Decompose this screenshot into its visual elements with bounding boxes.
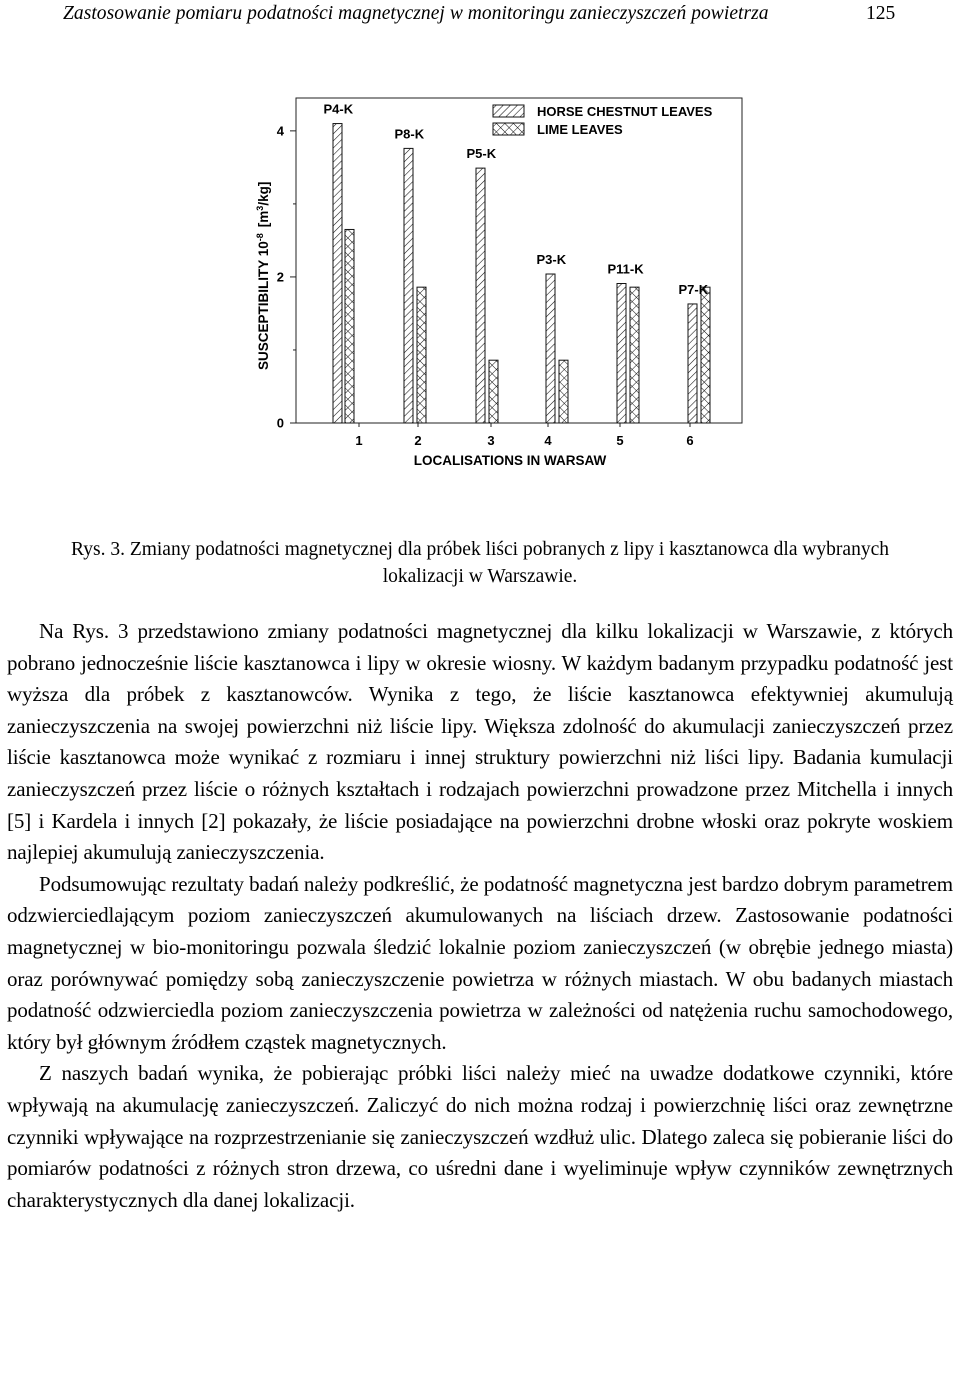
paragraph-2: Podsumowując rezultaty badań należy podkreślić, że podatność magnetyczna jest bardzo dobrym parametrem odzwierciedlającym poziom zanieczyszczeń akumulowanych na liściach drzew. Zastosowanie podatności magnetycznej w bio-monitoringu pozwala śledzić lokalnie poziom zanieczyszczeń (w obrębie jednego miasta) oraz porównywać pomiędzy sobą zanieczyszczenie powietrza w różnych miastach. W obu badanych miastach podatność odzwierciedla poziom zanieczyszczenia powietrza w zależności od natężenia ruchu samochodowego, który był głównym źródłem cząstek magnetycznych. [7, 871, 953, 1054]
bar-location-label: P7-K [678, 281, 709, 297]
x-tick-label: 6 [686, 433, 694, 448]
bar-horse-chestnut [688, 304, 697, 423]
y-tick-label: 0 [276, 415, 284, 431]
body-text [7, 616, 953, 1216]
x-axis-title: LOCALISATIONS IN WARSAW [413, 453, 607, 468]
bar-location-label: P4-K [323, 101, 354, 117]
figure-caption-line-1: Rys. 3. Zmiany podatności magnetycznej dla próbek liści pobranych z lipy i kasztanowca dla wybranych [71, 539, 889, 560]
bar-lime [559, 360, 568, 423]
x-tick-label: 5 [616, 433, 624, 448]
y-axis-title: SUSCEPTIBILITY $10^{-8}[m^3/kg]$ [255, 181, 271, 370]
x-tick-label: 1 [355, 433, 363, 448]
x-tick-label: 4 [544, 433, 552, 448]
figure-chart [0, 0, 960, 520]
y-tick-label: 4 [276, 123, 284, 139]
legend-swatch [493, 105, 524, 117]
bar-lime [345, 229, 354, 423]
figure-caption [0, 536, 960, 590]
x-tick-label: 2 [414, 433, 422, 448]
bar-location-label: P11-K [607, 261, 644, 277]
bar-lime [417, 287, 426, 423]
page-number: 125 [866, 3, 896, 24]
bar-chart [0, 0, 960, 520]
bar-location-label: P8-K [394, 126, 425, 142]
figure-caption-line-2: lokalizacji w Warszawie. [382, 566, 578, 587]
legend-swatch [493, 123, 524, 135]
paragraph-3: Z naszych badań wynika, że pobierając próbki liści należy mieć na uwadze dodatkowe czynniki, które wpływają na akumulację zanieczyszczeń. Zaliczyć do nich można rodzaj i powierzchnię liści oraz zewnętrzne czynniki wpływające na rozprzestrzenianie się zanieczyszczeń wzdłuż ulic. Dlatego zaleca się pobieranie liści do pomiarów podatności z różnych stron drzewa, co uśredni dane i wyeliminuje wpływ czynników zewnętrznych charakterystycznych dla danej lokalizacji. [7, 1061, 953, 1212]
plot-area-frame [296, 98, 742, 423]
bar-lime [630, 287, 639, 423]
x-tick-label: 3 [487, 433, 495, 448]
bar-location-label: P5-K [466, 146, 497, 162]
legend-label: HORSE CHESTNUT LEAVES [537, 104, 713, 119]
bar-horse-chestnut [333, 124, 342, 423]
bar-location-label: P3-K [536, 252, 567, 268]
y-tick-label: 2 [276, 269, 284, 285]
legend-label: LIME LEAVES [537, 122, 623, 137]
bar-horse-chestnut [617, 284, 626, 423]
bar-horse-chestnut [546, 274, 555, 423]
paragraph-1: Na Rys. 3 przedstawiono zmiany podatności magnetycznej dla kilku lokalizacji w Warszawie, z których pobrano jednocześnie liście kasztanowca i lipy w okresie wiosny. W każdym badanym przypadku podatność jest wyższa dla próbek z kasztanowców. Wynika z tego, że liście kasztanowca efektywniej akumulują zanieczyszczenia na swojej powierzchni niż liście lipy. Większa zdolność do akumulacji zanieczyszczeń przez liście kasztanowca może wynikać z rozmiaru i innej struktury powierzchni niż liści lipy. Badania kumulacji zanieczyszczeń przez liście o różnych kształtach i rodzajach powierzchni prowadzone przez Mitchella i innych [5] i Kardela i innych [2] pokazały, że liście posiadające na powierzchni drobne włoski oraz pokryte woskiem najlepiej akumulują zanieczyszczenia. [7, 619, 953, 865]
bar-lime [489, 360, 498, 423]
bar-lime [701, 287, 710, 423]
running-header-title: Zastosowanie pomiaru podatności magnetycznej w monitoringu zanieczyszczeń powietrza [63, 3, 769, 24]
bar-horse-chestnut [476, 168, 485, 423]
bar-horse-chestnut [404, 148, 413, 423]
